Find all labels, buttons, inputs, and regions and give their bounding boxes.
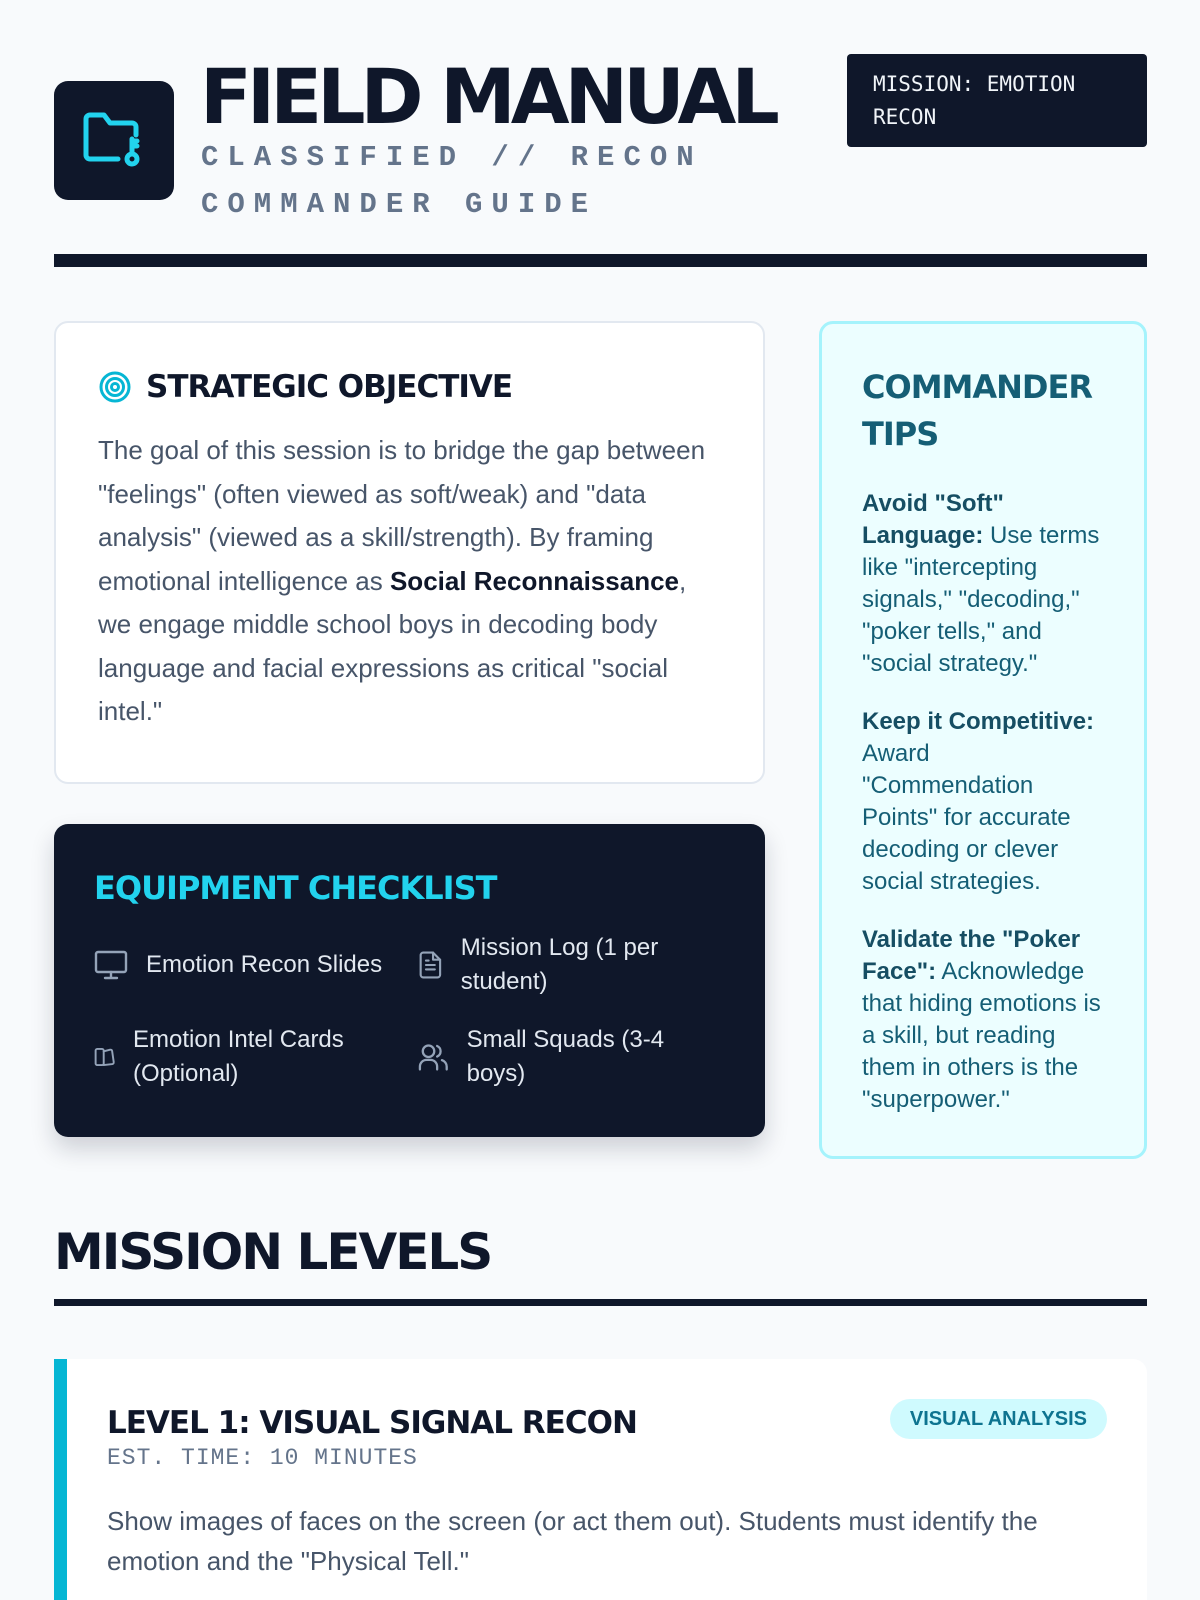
- level-card: [54, 1359, 1147, 1600]
- objective-title: STRATEGIC OBJECTIVE: [146, 369, 513, 405]
- tip-text: Use terms like "intercepting signals," "decoding," "poker tells," and "social strategy.": [862, 522, 1100, 677]
- tip-item: [862, 924, 1104, 1116]
- mission-levels-title: MISSION LEVELS: [54, 1223, 492, 1281]
- level-title: LEVEL 1: VISUAL SIGNAL RECON: [107, 1405, 637, 1441]
- tip-heading: Avoid "Soft" Language:: [862, 490, 1004, 549]
- equipment-checklist-card: [54, 824, 765, 1137]
- page-title: FIELD MANUAL: [200, 52, 775, 141]
- equipment-item: [418, 1023, 718, 1091]
- equipment-item: [94, 1023, 394, 1091]
- document-icon: [418, 949, 443, 981]
- page: [54, 0, 1147, 1576]
- tips-title: COMMANDER TIPS: [862, 368, 1092, 453]
- mission-tag: MISSION: EMOTION RECON: [847, 54, 1147, 147]
- objective-header: [98, 369, 721, 405]
- users-icon: [418, 1042, 449, 1072]
- objective-text-bold: Social Reconnaissance: [389, 565, 679, 596]
- strategic-objective-card: [54, 321, 765, 784]
- equipment-item-label: Emotion Intel Cards (Optional): [133, 1026, 344, 1087]
- equipment-item-label: Small Squads (3-4 boys): [466, 1026, 665, 1087]
- equipment-title: EQUIPMENT CHECKLIST: [94, 869, 497, 907]
- cards-icon: [94, 1044, 115, 1070]
- header-divider: [54, 254, 1147, 267]
- commander-tips-card: [819, 321, 1147, 1159]
- objective-text-1: The goal of this session is to bridge the gap between "feelings" (often viewed as soft/weak) and "data analysis" (viewed as a skill/strength). By framing emotional intelligence as: [98, 435, 706, 596]
- header: [54, 0, 1147, 268]
- target-icon: [98, 370, 132, 404]
- level-badge: VISUAL ANALYSIS: [890, 1399, 1107, 1439]
- equipment-item: [418, 931, 718, 999]
- tip-text: Acknowledge that hiding emotions is a skill, but reading them in others is the "superpower.": [862, 958, 1101, 1113]
- equipment-item-label: Mission Log (1 per student): [460, 934, 659, 995]
- tip-heading: Validate the "Poker Face":: [862, 926, 1081, 985]
- monitor-icon: [94, 950, 128, 980]
- level-time: EST. TIME: 10 MINUTES: [107, 1445, 418, 1471]
- tip-item: [862, 488, 1104, 680]
- objective-text-2: , we engage middle school boys in decoding body language and facial expressions as critical "social intel.": [98, 565, 687, 726]
- tip-item: [862, 706, 1104, 898]
- equipment-item-label: Emotion Recon Slides: [146, 951, 383, 978]
- logo: [54, 81, 174, 200]
- tip-text: Award "Commendation Points" for accurate decoding or clever social strategies.: [862, 740, 1071, 895]
- folder-key-icon: [82, 111, 146, 171]
- equipment-item: [94, 948, 394, 982]
- page-subtitle: CLASSIFIED // RECON COMMANDER GUIDE: [201, 141, 703, 221]
- mission-levels-divider: [54, 1299, 1147, 1306]
- tip-heading: Keep it Competitive:: [862, 708, 1095, 735]
- level-description: Show images of faces on the screen (or act them out). Students must identify the emotion and the "Physical Tell.": [107, 1506, 1038, 1576]
- objective-body: [98, 429, 721, 734]
